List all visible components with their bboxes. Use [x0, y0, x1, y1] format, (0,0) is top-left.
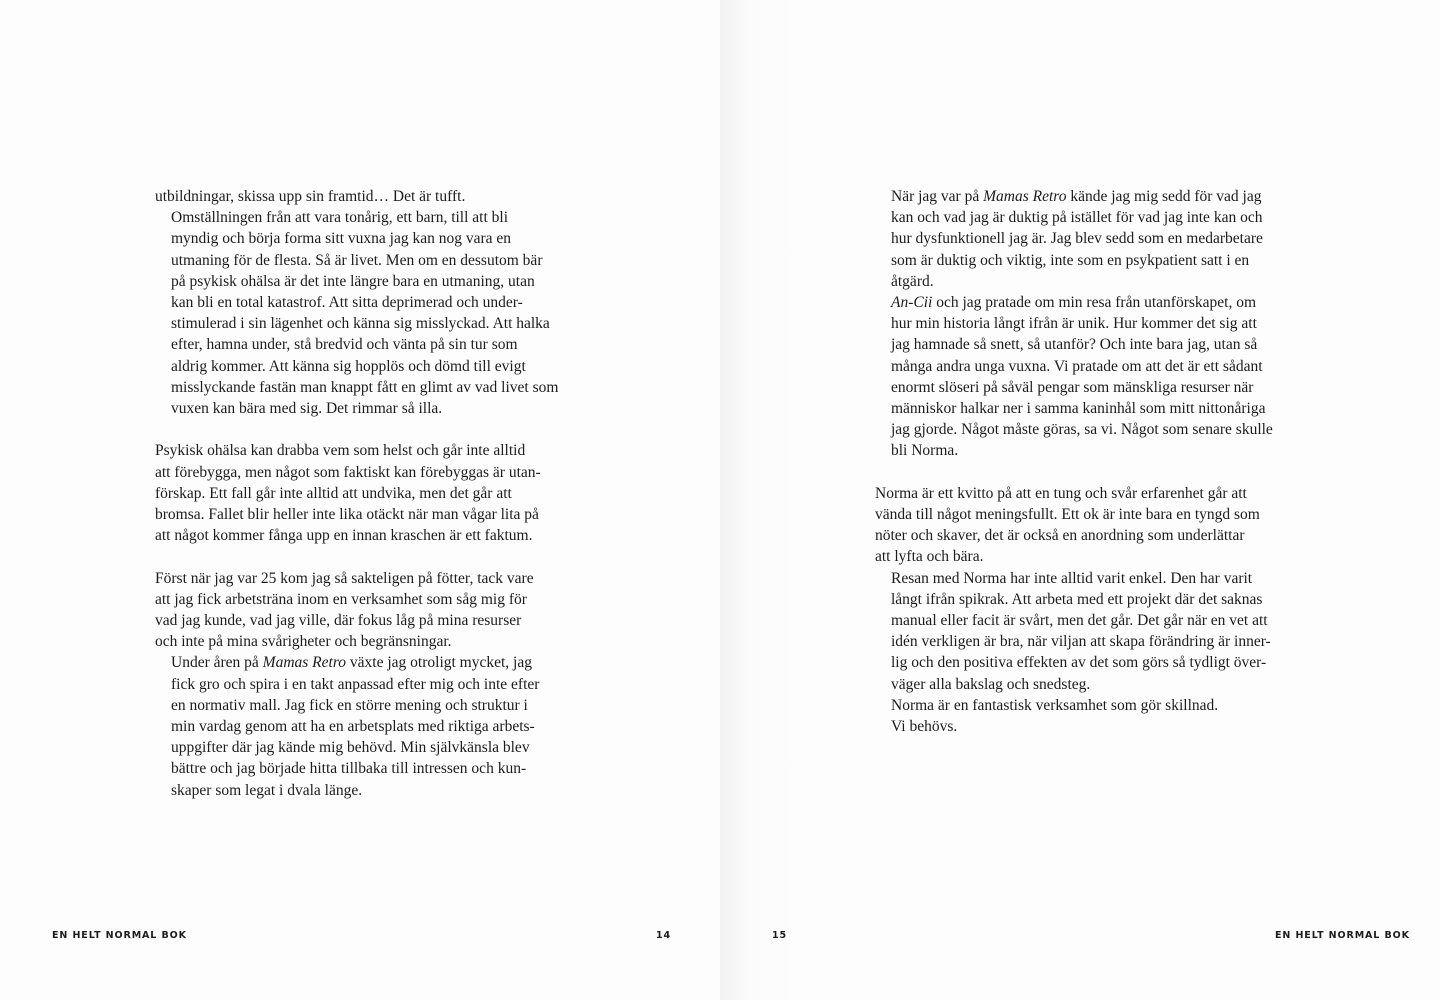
running-head-right: EN HELT NORMAL BOK	[1275, 930, 1410, 941]
page-number-right: 15	[772, 930, 788, 941]
text-line: att jag fick arbetsträna inom en verksamhet som såg mig för	[155, 590, 527, 608]
text-line: utbildningar, skissa upp sin framtid… Det är tufft.	[155, 188, 466, 205]
text-line: aldrig kommer. Att känna sig hopplös och dömd till evigt	[171, 357, 526, 375]
text-line: kan och vad jag är duktig på istället för vad jag inte kan och	[891, 209, 1263, 227]
paragraph	[875, 186, 1295, 292]
paragraph	[155, 568, 575, 653]
text-line: Resan med Norma har inte alltid varit enkel. Den har varit	[891, 569, 1253, 587]
left-page-body	[155, 186, 575, 801]
text-line: min vardag genom att ha en arbetsplats med riktiga arbets-	[171, 718, 535, 736]
text-line: vuxen kan bära med sig. Det rimmar så illa.	[171, 400, 443, 418]
text-line: förskap. Ett fall går inte alltid att undvika, men det går att	[155, 484, 512, 502]
text-line: När jag var på Mamas Retro kände jag mig sedd för vad jag	[891, 188, 1262, 205]
text-line: bromsa. Fallet blir heller inte lika otäckt när man vågar lita på	[155, 506, 539, 524]
text-line: myndig och börja forma sitt vuxna jag kan nog vara en	[171, 230, 512, 248]
text-line: hur dysfunktionell jag är. Jag blev sedd som en medarbetare	[891, 230, 1263, 248]
paragraph	[875, 568, 1295, 695]
text-line: Under åren på Mamas Retro växte jag otroligt mycket, jag	[171, 654, 532, 672]
right-page-body	[875, 186, 1295, 737]
italic-term: Mamas Retro	[983, 188, 1067, 205]
paragraph-gap	[875, 462, 1295, 483]
text-line: att förebygga, men något som faktiskt kan förebyggas är utan-	[155, 463, 541, 481]
text-line: Omställningen från att vara tonårig, ett barn, till att bli	[171, 209, 509, 227]
text-line: och inte på mina svårigheter och begränsningar.	[155, 633, 452, 651]
text-line: An-Cii och jag pratade om min resa från utanförskapet, om	[891, 294, 1257, 312]
text-line: att lyfta och bära.	[875, 548, 984, 566]
text-line: vad jag kunde, vad jag ville, där fokus låg på mina resurser	[155, 612, 522, 630]
paragraph-gap	[155, 546, 575, 567]
text-line: människor halkar ner i samma kaninhål som mitt nittonåriga	[891, 400, 1266, 418]
text-line: lig och den positiva effekten av det som görs så tydligt över-	[891, 654, 1267, 672]
text-line: kan bli en total katastrof. Att sitta deprimerad och under-	[171, 294, 523, 312]
text-line: Vi behövs.	[891, 718, 958, 736]
text-line: stimulerad i sin lägenhet och känna sig misslyckad. Att halka	[171, 315, 550, 333]
text-line: hur min historia långt ifrån är unik. Hur kommer det sig att	[891, 315, 1257, 333]
text-line: en normativ mall. Jag fick en större mening och struktur i	[171, 696, 528, 714]
text-line: efter, hamna under, stå bredvid och vänta på sin tur som	[171, 336, 518, 354]
paragraph	[875, 292, 1295, 462]
text-line: på psykisk ohälsa är det inte längre bara en utmaning, utan	[171, 272, 535, 290]
text-line: enormt slöseri på såväl pengar som mänskliga resurser när	[891, 378, 1254, 396]
text-line: långt ifrån spikrak. Att arbeta med ett projekt där det saknas	[891, 590, 1263, 608]
paragraph	[155, 207, 575, 419]
paragraph	[155, 440, 575, 546]
paragraph	[155, 186, 575, 207]
paragraph	[875, 695, 1295, 716]
text-line: utmaning för de flesta. Så är livet. Men om en dessutom bär	[171, 251, 543, 269]
text-line: att något kommer fånga upp en innan kraschen är ett faktum.	[155, 527, 533, 545]
text-line: idén verkligen är bra, när viljan att skapa förändring är inner-	[891, 633, 1271, 651]
text-line: Först när jag var 25 kom jag så sakteligen på fötter, tack vare	[155, 569, 534, 587]
paragraph-gap	[155, 419, 575, 440]
text-line: väger alla bakslag och snedsteg.	[891, 675, 1091, 693]
text-line: jag gjorde. Något måste göras, sa vi. Något som senare skulle	[891, 421, 1273, 439]
text-line: åtgärd.	[891, 272, 934, 290]
paragraph	[155, 652, 575, 800]
text-line: många andra unga vuxna. Vi pratade om att det är ett sådant	[891, 357, 1263, 375]
paragraph	[875, 716, 1295, 737]
text-line: fick gro och spira i en takt anpassad efter mig och inte efter	[171, 675, 540, 693]
text-line: manual eller facit är svårt, men det går. Det går när en vet att	[891, 612, 1268, 630]
text-line: vända till något meningsfullt. Ett ok är inte bara en tyngd som	[875, 506, 1260, 524]
italic-term: Mamas Retro	[262, 654, 347, 672]
right-page	[720, 0, 1440, 1000]
text-line: bättre och jag började hitta tillbaka till intressen och kun-	[171, 760, 527, 778]
text-line: jag hamnade så snett, så utanför? Och inte bara jag, utan så	[891, 336, 1258, 354]
text-line: Norma är ett kvitto på att en tung och svår erfarenhet går att	[875, 484, 1247, 502]
text-line: nöter och skaver, det är också en anordning som underlättar	[875, 527, 1245, 545]
running-head-left: EN HELT NORMAL BOK	[52, 930, 187, 941]
text-line: skaper som legat i dvala länge.	[171, 781, 363, 799]
text-line: Norma är en fantastisk verksamhet som gör skillnad.	[891, 696, 1219, 714]
text-line: uppgifter där jag kände mig behövd. Min självkänsla blev	[171, 739, 530, 757]
italic-term: An-Cii	[891, 294, 933, 312]
text-line: som är duktig och viktig, inte som en psykpatient satt i en	[891, 251, 1250, 269]
page-number-left: 14	[656, 930, 672, 941]
text-line: misslyckande fastän man knappt fått en glimt av vad livet som	[171, 378, 559, 396]
text-line: bli Norma.	[891, 442, 959, 460]
text-line: Psykisk ohälsa kan drabba vem som helst och går inte alltid	[155, 442, 526, 460]
paragraph	[875, 483, 1295, 568]
